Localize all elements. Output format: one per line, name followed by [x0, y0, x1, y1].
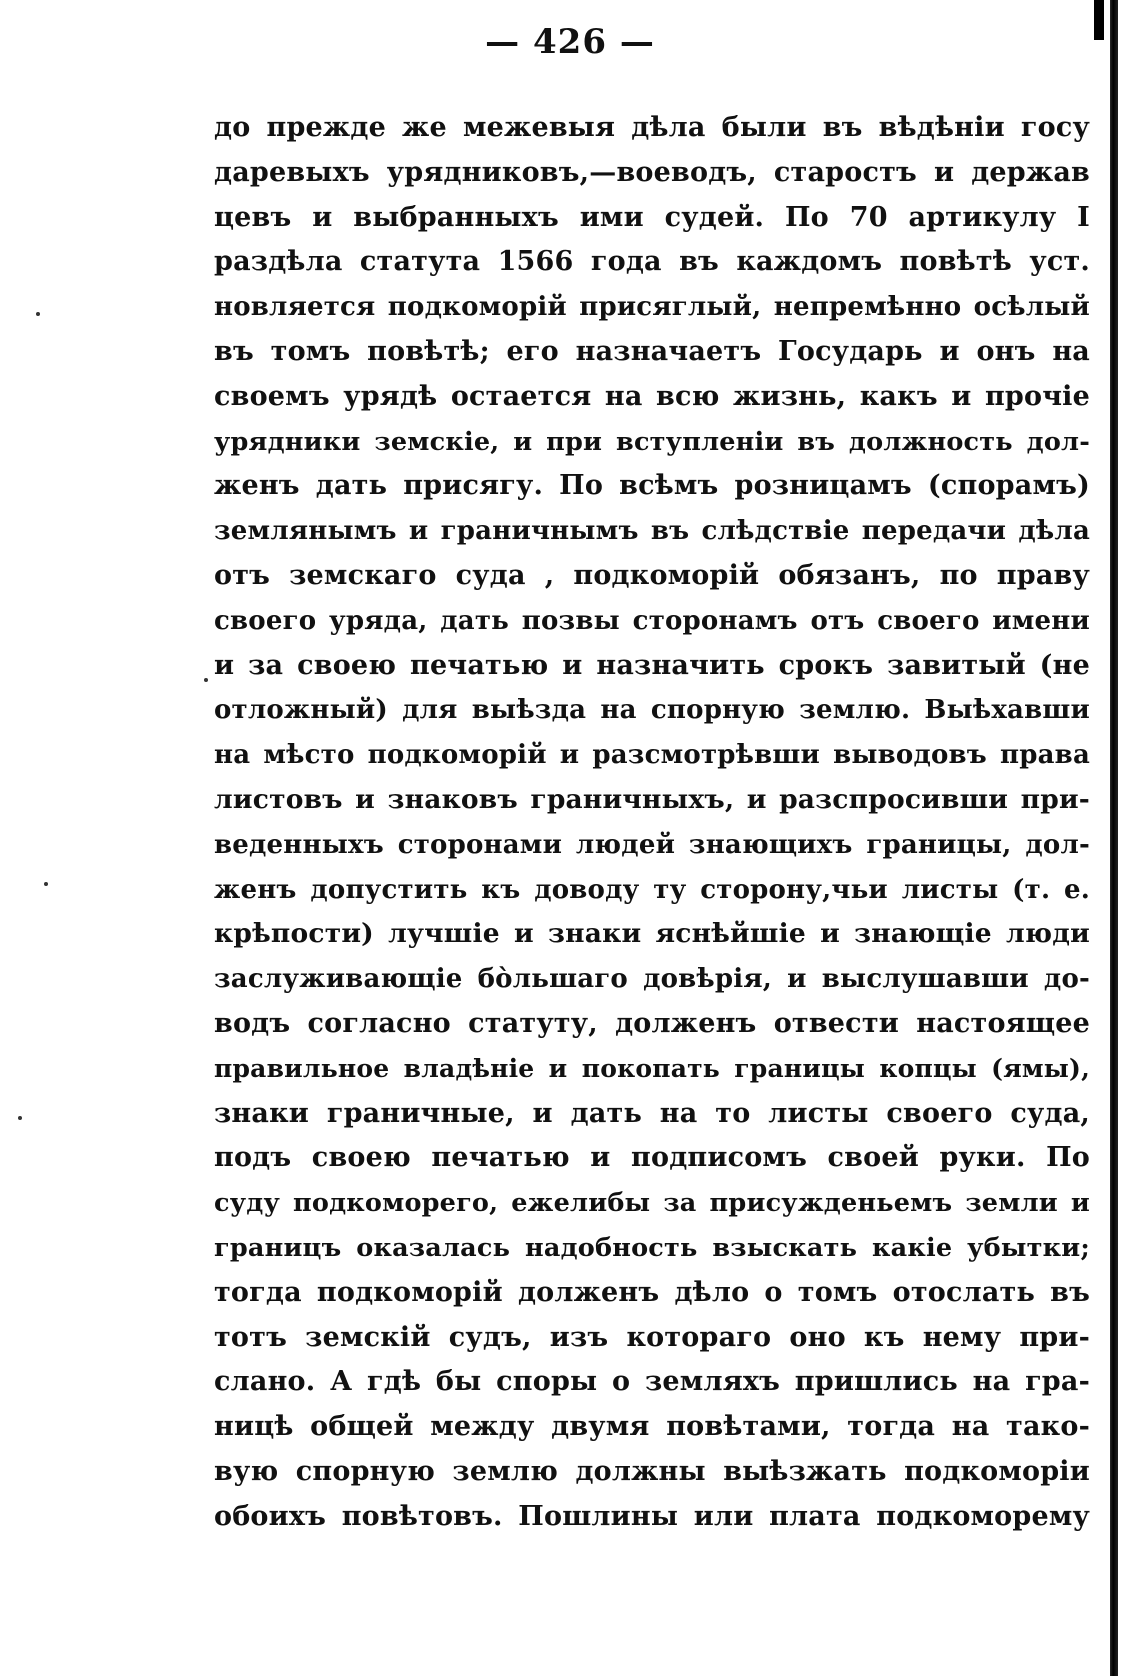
- text-line: женъ дать присягу. По всѣмъ розницамъ (спорамъ): [214, 470, 1090, 502]
- text-line: подъ своею печатью и подписомъ своей руки. По: [214, 1142, 1090, 1174]
- text-line: землянымъ и граничнымъ въ слѣдствіе передачи дѣла: [214, 516, 1090, 547]
- text-line: границъ оказалась надобность взыскать какіе убытки;: [214, 1232, 1090, 1263]
- body-text: [214, 106, 1090, 1540]
- text-line: слано. А гдѣ бы споры о земляхъ пришлись на гра-: [214, 1366, 1090, 1398]
- text-line: отложный) для выѣзда на спорную землю. Выѣхавши: [214, 695, 1090, 726]
- text-line: тотъ земскій судъ, изъ котораго оно къ нему при-: [214, 1321, 1090, 1353]
- text-line: своего уряда, дать позвы сторонамъ отъ своего имени: [214, 605, 1090, 636]
- text-line: водъ согласно статуту, долженъ отвести настоящее: [214, 1007, 1090, 1039]
- text-line: обоихъ повѣтовъ. Пошлины или плата подкоморему: [214, 1500, 1090, 1532]
- text-line: отъ земскаго суда , подкоморій обязанъ, по праву: [214, 559, 1090, 591]
- text-line: правильное владѣніе и покопать границы копцы (ямы),: [214, 1053, 1090, 1083]
- text-line: цевъ и выбранныхъ ими судей. По 70 артикулу I: [214, 201, 1090, 233]
- text-line: крѣпости) лучшіе и знаки яснѣйшіе и знающіе люди: [214, 918, 1090, 950]
- text-line: даревыхъ урядниковъ,—воеводъ, старостъ и держав: [214, 156, 1090, 188]
- scan-speck: [204, 678, 208, 682]
- text-line: веденныхъ сторонами людей знающихъ границы, дол-: [214, 829, 1090, 860]
- text-line: въ томъ повѣтѣ; его назначаетъ Государь и онъ на: [214, 335, 1090, 367]
- text-line: урядники земскіе, и при вступленіи въ должность дол-: [214, 426, 1090, 457]
- text-line: ницѣ общей между двумя повѣтами, тогда на тако-: [214, 1411, 1090, 1443]
- text-line: на мѣсто подкоморій и разсмотрѣвши выводовъ права: [214, 740, 1090, 771]
- page-number: — 426 —: [485, 22, 655, 62]
- scan-speck: [44, 882, 48, 886]
- text-line: и за своею печатью и назначить срокъ завитый (не: [214, 649, 1090, 681]
- text-line: своемъ урядѣ остается на всю жизнь, какъ и прочіе: [214, 380, 1090, 412]
- scan-speck: [18, 1116, 22, 1120]
- text-line: новляется подкоморій присяглый, непремѣнно осѣлый: [214, 292, 1090, 323]
- page-edge-shadow: [1110, 0, 1118, 1676]
- scan-speck: [36, 312, 40, 316]
- text-line: знаки граничные, и дать на то листы своего суда,: [214, 1097, 1090, 1129]
- text-line: раздѣла статута 1566 года въ каждомъ повѣтѣ уст.: [214, 246, 1090, 278]
- text-line: заслуживающіе бо̀льшаго довѣрія, и выслушавши до-: [214, 964, 1090, 995]
- text-line: женъ допустить къ доводу ту сторону,чьи листы (т. е.: [214, 874, 1090, 905]
- text-line: вую спорную землю должны выѣзжать подкоморіи: [214, 1455, 1090, 1487]
- text-line: тогда подкоморій долженъ дѣло о томъ отослать въ: [214, 1276, 1090, 1308]
- text-line: суду подкоморего, ежелибы за присужденьемъ земли и: [214, 1188, 1090, 1219]
- page-edge-mark: [1094, 0, 1104, 40]
- text-line: листовъ и знаковъ граничныхъ, и разспросивши при-: [214, 783, 1090, 815]
- text-line: до прежде же межевыя дѣла были въ вѣдѣніи госу: [214, 112, 1090, 143]
